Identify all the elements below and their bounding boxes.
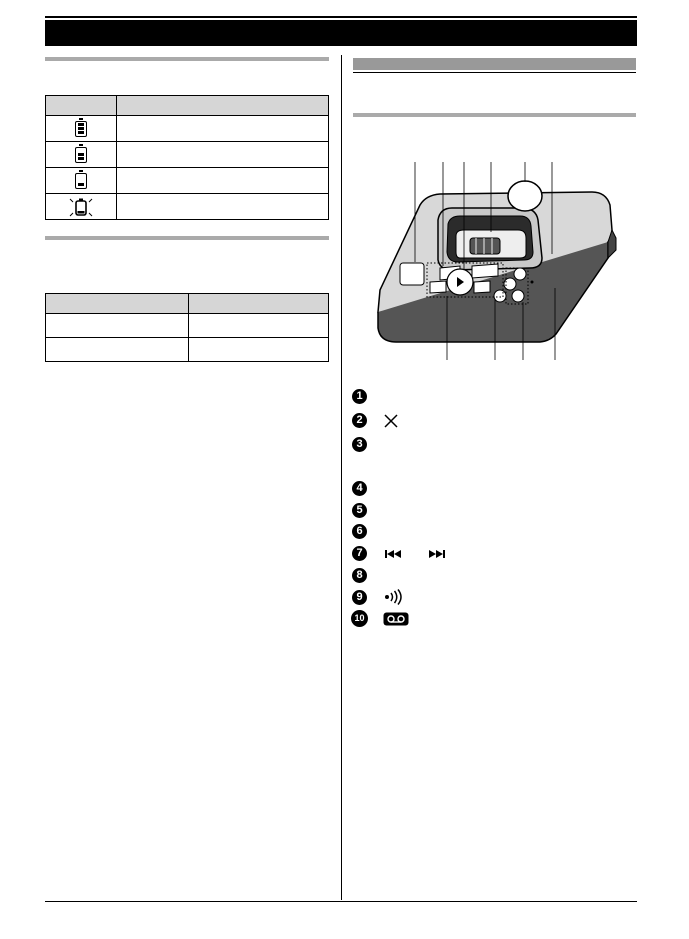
part-number-8: 8 — [352, 568, 367, 583]
table-header-row — [46, 294, 329, 314]
part-number-9: 9 — [352, 590, 367, 605]
battery-level-table — [45, 95, 329, 220]
part-number-10: 10 — [351, 610, 368, 627]
table-row — [46, 194, 329, 220]
part-number-4: 4 — [352, 481, 367, 496]
battery-full-icon — [75, 121, 87, 137]
right-section-rule — [353, 72, 636, 73]
table-row — [46, 338, 329, 362]
table-row — [46, 116, 329, 142]
part-number-1: 1 — [352, 389, 367, 404]
battery-medium-icon — [75, 147, 87, 163]
right-subsection-divider — [353, 113, 636, 117]
cross-icon — [383, 413, 399, 429]
table-row — [46, 142, 329, 168]
locator-icon — [384, 589, 404, 605]
table-row — [46, 168, 329, 194]
top-rule — [45, 16, 637, 18]
answering-machine-icon — [383, 612, 409, 626]
column-divider — [341, 55, 342, 900]
header-band — [45, 20, 637, 46]
table-row — [46, 314, 329, 338]
second-table — [45, 293, 329, 362]
right-section-header — [353, 58, 636, 70]
section-divider-battery — [45, 57, 329, 61]
battery-low-icon — [75, 173, 87, 189]
battery-empty-flashing-icon — [67, 195, 95, 219]
section-divider-second — [45, 236, 329, 240]
part-number-3: 3 — [352, 437, 367, 452]
part-number-6: 6 — [352, 524, 367, 539]
bottom-rule — [45, 901, 637, 902]
part-number-7: 7 — [352, 546, 367, 561]
part-number-2: 2 — [352, 413, 367, 428]
skip-back-forward-icon — [383, 548, 449, 560]
base-unit-illustration — [360, 150, 630, 365]
table-header-row — [46, 96, 329, 116]
part-number-5: 5 — [352, 503, 367, 518]
